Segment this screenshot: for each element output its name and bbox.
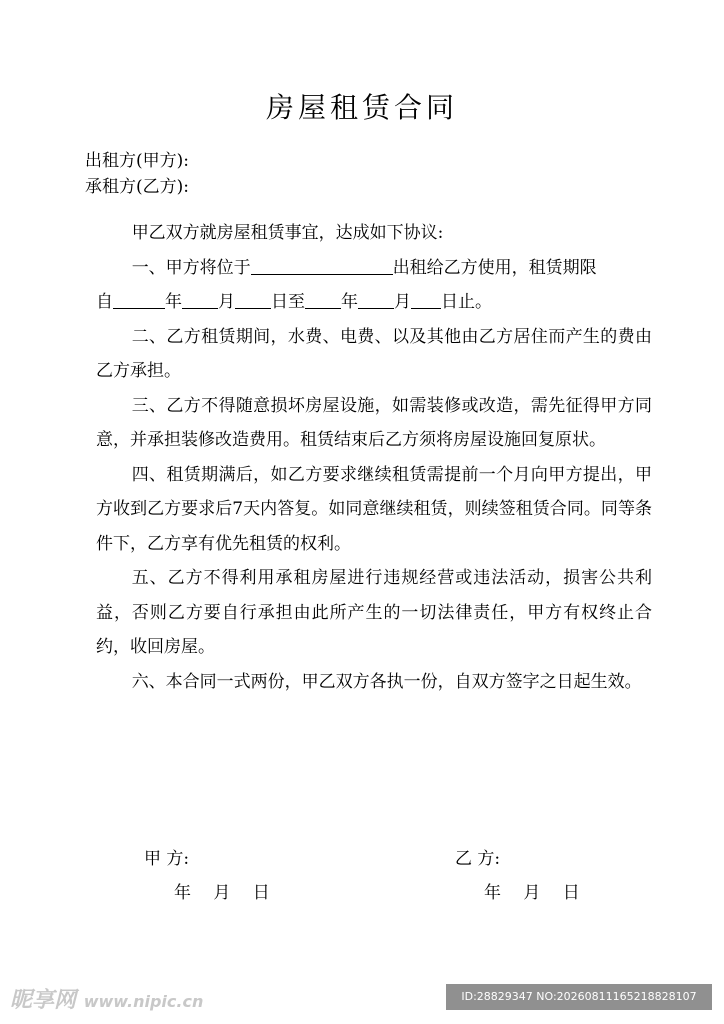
party-a-date: 年 月 日 [174, 883, 270, 903]
contract-body [96, 216, 652, 699]
party-a-signature-label: 甲 方: [144, 849, 190, 869]
location-blank [251, 257, 393, 275]
start-day-blank [235, 291, 271, 309]
term-from-label: 自 [96, 292, 113, 312]
clause-5: 五、乙方不得利用承租房屋进行违规经营或违法活动，损害公共利益，否则乙方要自行承担由此所产生的一切法律责任，甲方有权终止合约，收回房屋。 [96, 568, 652, 657]
lessor-label: 出租方(甲方): [85, 151, 189, 171]
lessee-label: 承租方(乙方): [85, 177, 189, 197]
clause-1-part-b: 出租给乙方使用，租赁期限 [392, 257, 597, 278]
clause-6: 六、本合同一式两份，甲乙双方各执一份，自双方签字之日起生效。 [131, 671, 642, 692]
start-year-label: 年 [165, 292, 182, 312]
end-month-blank [358, 291, 394, 309]
clause-1 [96, 251, 652, 286]
end-year-blank [305, 291, 341, 309]
start-day-label: 日至 [271, 292, 305, 312]
watermark-logo-text: 昵享网 [10, 988, 77, 1013]
end-day-blank [411, 291, 441, 309]
clause-intro: 甲乙双方就房屋租赁事宜，达成如下协议: [131, 223, 444, 243]
document-title: 房屋租赁合同 [265, 91, 458, 124]
end-year-label: 年 [341, 292, 358, 312]
party-b-signature-label: 乙 方: [455, 849, 501, 869]
watermark-url: www.nipic.cn [83, 992, 204, 1011]
start-year-blank [113, 291, 165, 309]
clause-2: 二、乙方租赁期间，水费、电费、以及其他由乙方居住而产生的费由乙方承担。 [96, 326, 652, 381]
watermark-logo [10, 983, 203, 1014]
end-month-label: 月 [394, 292, 411, 312]
end-day-label: 日止。 [441, 292, 492, 312]
watermark-id-bar: ID:28829347 NO:20260811165218828107 [446, 984, 712, 1010]
clause-3: 三、乙方不得随意损坏房屋设施，如需装修或改造，需先征得甲方同意，并承担装修改造费用。租赁结束后乙方须将房屋设施回复原状。 [96, 395, 652, 450]
start-month-blank [182, 291, 218, 309]
party-b-date: 年 月 日 [484, 883, 580, 903]
clause-1-part-a: 一、甲方将位于 [131, 257, 251, 278]
start-month-label: 月 [218, 292, 235, 312]
clause-4: 四、租赁期满后，如乙方要求继续租赁需提前一个月向甲方提出，甲方收到乙方要求后7天内答复。如同意继续租赁，则续签租赁合同。同等条件下，乙方享有优先租赁的权利。 [96, 464, 652, 554]
clause-1-term-line [96, 285, 652, 320]
